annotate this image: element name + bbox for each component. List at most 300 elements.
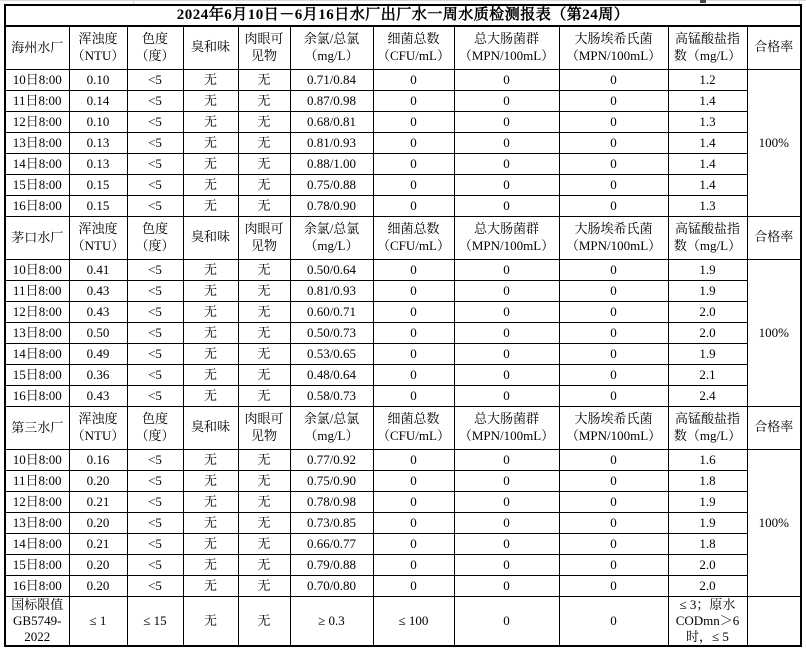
total-coliform-cell: 0 (454, 259, 559, 280)
column-header-visible-matter (238, 406, 290, 449)
total-coliform-cell: 0 (454, 195, 559, 216)
header-label-line: 合格率 (754, 419, 794, 435)
data-row (5, 364, 801, 385)
total-coliform-cell: 0 (454, 322, 559, 343)
data-row (5, 343, 801, 364)
chlorine-cell: 0.78/0.90 (290, 195, 373, 216)
header-label-line: 见物 (250, 427, 277, 443)
odor-cell: 无 (183, 449, 238, 470)
turbidity-cell: 0.15 (69, 195, 127, 216)
chlorine-cell: 0.77/0.92 (290, 449, 373, 470)
column-header-total-coliform (454, 216, 559, 259)
bacteria-cell: 0 (373, 280, 454, 301)
turbidity-cell: 0.43 (69, 301, 127, 322)
data-row (5, 491, 801, 512)
sample-time-cell: 14日8:00 (5, 533, 69, 554)
odor-cell: 无 (183, 322, 238, 343)
header-label-line: 浑浊度 (78, 220, 118, 236)
column-header-pass-rate (747, 406, 801, 449)
odor-cell: 无 (183, 90, 238, 111)
visible-matter-cell: 无 (238, 575, 290, 596)
odor-cell: 无 (183, 491, 238, 512)
pass-rate-cell: 100% (747, 259, 801, 406)
total-coliform-cell: 0 (454, 69, 559, 90)
turbidity-cell: 0.20 (69, 470, 127, 491)
total-coliform-cell: 0 (454, 364, 559, 385)
color-cell: <5 (127, 343, 183, 364)
color-cell: <5 (127, 575, 183, 596)
sample-time-cell: 14日8:00 (5, 153, 69, 174)
header-label-line: 细菌总数 (387, 410, 440, 426)
sample-time-cell: 11日8:00 (5, 90, 69, 111)
turbidity-cell: 0.43 (69, 385, 127, 406)
header-label-line: 见物 (250, 237, 277, 253)
total-coliform-cell: 0 (454, 153, 559, 174)
chlorine-cell: 0.70/0.80 (290, 575, 373, 596)
visible-matter-cell: 无 (238, 470, 290, 491)
sample-time-cell: 12日8:00 (5, 111, 69, 132)
bacteria-cell: 0 (373, 491, 454, 512)
column-header-turbidity (69, 406, 127, 449)
chlorine-cell: 0.60/0.71 (290, 301, 373, 322)
ecoli-cell: 0 (559, 554, 668, 575)
limit-value-cell: ≤ 100 (373, 596, 454, 646)
bacteria-cell: 0 (373, 174, 454, 195)
permanganate-cell: 2.0 (668, 575, 747, 596)
ecoli-cell: 0 (559, 111, 668, 132)
header-label-line: 肉眼可 (244, 410, 284, 426)
color-cell: <5 (127, 153, 183, 174)
turbidity-cell: 0.15 (69, 174, 127, 195)
header-label-line: 肉眼可 (244, 30, 284, 46)
limit-label-line: GB5749- (13, 612, 62, 628)
ecoli-cell: 0 (559, 174, 668, 195)
header-label-line: 臭和味 (190, 229, 230, 245)
header-label-line: 细菌总数 (387, 220, 440, 236)
header-label-line: （mg/L） (304, 237, 359, 253)
color-cell: <5 (127, 322, 183, 343)
column-header-ecoli (559, 216, 668, 259)
section-header-row (5, 26, 801, 70)
odor-cell: 无 (183, 364, 238, 385)
permanganate-cell: 2.0 (668, 554, 747, 575)
limit-permanganate-cell (668, 596, 747, 646)
data-row (5, 449, 801, 470)
total-coliform-cell: 0 (454, 90, 559, 111)
ecoli-cell: 0 (559, 385, 668, 406)
turbidity-cell: 0.41 (69, 259, 127, 280)
column-header-total-coliform (454, 26, 559, 70)
report-title: 2024年6月10日－6月16日水厂出厂水一周水质检测报表（第24周） (5, 5, 801, 26)
data-row (5, 280, 801, 301)
header-label-line: 高锰酸盐指 (674, 410, 740, 426)
total-coliform-cell: 0 (454, 280, 559, 301)
ecoli-cell: 0 (559, 449, 668, 470)
visible-matter-cell: 无 (238, 533, 290, 554)
sample-time-cell: 13日8:00 (5, 512, 69, 533)
bacteria-cell: 0 (373, 153, 454, 174)
bacteria-cell: 0 (373, 322, 454, 343)
color-cell: <5 (127, 280, 183, 301)
visible-matter-cell: 无 (238, 153, 290, 174)
data-row (5, 533, 801, 554)
color-cell: <5 (127, 132, 183, 153)
limit-value-cell: ≥ 0.3 (290, 596, 373, 646)
sample-time-cell: 11日8:00 (5, 470, 69, 491)
header-label-line: （CFU/mL） (377, 47, 450, 63)
visible-matter-cell: 无 (238, 491, 290, 512)
column-header-bacteria (373, 26, 454, 70)
visible-matter-cell: 无 (238, 111, 290, 132)
color-cell: <5 (127, 174, 183, 195)
column-header-turbidity (69, 216, 127, 259)
color-cell: <5 (127, 195, 183, 216)
limit-permanganate-line: ≤ 3；原水 (679, 597, 736, 613)
ecoli-cell: 0 (559, 575, 668, 596)
header-label-line: 大肠埃希氏菌 (574, 410, 653, 426)
sample-time-cell: 12日8:00 (5, 301, 69, 322)
limit-value-cell: 0 (454, 596, 559, 646)
chlorine-cell: 0.88/1.00 (290, 153, 373, 174)
chlorine-cell: 0.66/0.77 (290, 533, 373, 554)
bacteria-cell: 0 (373, 575, 454, 596)
column-header-pass-rate (747, 216, 801, 259)
turbidity-cell: 0.36 (69, 364, 127, 385)
bacteria-cell: 0 (373, 449, 454, 470)
limit-pass-rate-cell (747, 596, 801, 646)
odor-cell: 无 (183, 153, 238, 174)
ecoli-cell: 0 (559, 343, 668, 364)
sample-time-cell: 12日8:00 (5, 491, 69, 512)
sample-time-cell: 14日8:00 (5, 343, 69, 364)
header-label-line: （CFU/mL） (377, 427, 450, 443)
pass-rate-cell: 100% (747, 69, 801, 216)
column-header-color (127, 406, 183, 449)
visible-matter-cell: 无 (238, 69, 290, 90)
total-coliform-cell: 0 (454, 512, 559, 533)
header-label-line: 数（mg/L） (673, 427, 742, 443)
limit-label-line: 国标限值 (11, 597, 64, 613)
header-label-line: （度） (135, 237, 175, 253)
visible-matter-cell: 无 (238, 259, 290, 280)
data-row (5, 322, 801, 343)
total-coliform-cell: 0 (454, 449, 559, 470)
column-header-pass-rate (747, 26, 801, 70)
ecoli-cell: 0 (559, 301, 668, 322)
plant-name-cell: 茅口水厂 (5, 216, 69, 259)
header-label-line: （MPN/100mL） (458, 427, 555, 443)
odor-cell: 无 (183, 174, 238, 195)
ecoli-cell: 0 (559, 280, 668, 301)
header-label-line: 见物 (250, 47, 277, 63)
chlorine-cell: 0.50/0.64 (290, 259, 373, 280)
chlorine-cell: 0.71/0.84 (290, 69, 373, 90)
sample-time-cell: 10日8:00 (5, 449, 69, 470)
data-row (5, 111, 801, 132)
permanganate-cell: 1.8 (668, 533, 747, 554)
sample-time-cell: 13日8:00 (5, 322, 69, 343)
column-header-turbidity (69, 26, 127, 70)
color-cell: <5 (127, 90, 183, 111)
sample-time-cell: 15日8:00 (5, 364, 69, 385)
visible-matter-cell: 无 (238, 280, 290, 301)
visible-matter-cell: 无 (238, 343, 290, 364)
column-header-bacteria (373, 216, 454, 259)
color-cell: <5 (127, 491, 183, 512)
header-label-line: 大肠埃希氏菌 (574, 30, 653, 46)
bacteria-cell: 0 (373, 90, 454, 111)
limit-permanganate-line: 时，≤ 5 (686, 628, 729, 644)
data-row (5, 132, 801, 153)
color-cell: <5 (127, 111, 183, 132)
turbidity-cell: 0.16 (69, 449, 127, 470)
column-header-visible-matter (238, 216, 290, 259)
color-cell: <5 (127, 533, 183, 554)
bacteria-cell: 0 (373, 69, 454, 90)
total-coliform-cell: 0 (454, 470, 559, 491)
permanganate-cell: 2.0 (668, 301, 747, 322)
bacteria-cell: 0 (373, 343, 454, 364)
turbidity-cell: 0.21 (69, 491, 127, 512)
odor-cell: 无 (183, 280, 238, 301)
column-header-bacteria (373, 406, 454, 449)
column-header-odor (183, 406, 238, 449)
bacteria-cell: 0 (373, 195, 454, 216)
header-label-line: （NTU） (71, 237, 125, 253)
header-label-line: （CFU/mL） (377, 237, 450, 253)
sample-time-cell: 11日8:00 (5, 280, 69, 301)
header-label-line: 余氯/总氯 (303, 30, 360, 46)
ecoli-cell: 0 (559, 90, 668, 111)
color-cell: <5 (127, 449, 183, 470)
header-label-line: （MPN/100mL） (458, 47, 555, 63)
limit-permanganate-line: CODmn＞6 (675, 612, 740, 628)
color-cell: <5 (127, 554, 183, 575)
column-header-chlorine (290, 406, 373, 449)
text-fragment-artifact (700, 0, 706, 3)
header-label-line: 总大肠菌群 (473, 30, 539, 46)
header-label-line: （MPN/100mL） (458, 237, 555, 253)
turbidity-cell: 0.10 (69, 111, 127, 132)
data-row (5, 512, 801, 533)
ecoli-cell: 0 (559, 195, 668, 216)
limit-value-cell: ≤ 1 (69, 596, 127, 646)
plant-name-cell: 第三水厂 (5, 406, 69, 449)
section-header-row (5, 216, 801, 259)
data-row (5, 153, 801, 174)
odor-cell: 无 (183, 575, 238, 596)
total-coliform-cell: 0 (454, 575, 559, 596)
header-label-line: 大肠埃希氏菌 (574, 220, 653, 236)
visible-matter-cell: 无 (238, 554, 290, 575)
data-row (5, 195, 801, 216)
chlorine-cell: 0.75/0.90 (290, 470, 373, 491)
visible-matter-cell: 无 (238, 322, 290, 343)
chlorine-cell: 0.68/0.81 (290, 111, 373, 132)
visible-matter-cell: 无 (238, 174, 290, 195)
column-header-chlorine (290, 216, 373, 259)
visible-matter-cell: 无 (238, 195, 290, 216)
header-label-line: （NTU） (71, 47, 125, 63)
data-row (5, 301, 801, 322)
chlorine-cell: 0.78/0.98 (290, 491, 373, 512)
header-label-line: 浑浊度 (78, 30, 118, 46)
odor-cell: 无 (183, 69, 238, 90)
column-header-chlorine (290, 26, 373, 70)
turbidity-cell: 0.13 (69, 132, 127, 153)
turbidity-cell: 0.50 (69, 322, 127, 343)
sample-time-cell: 16日8:00 (5, 575, 69, 596)
data-row (5, 259, 801, 280)
header-label-line: 总大肠菌群 (473, 410, 539, 426)
color-cell: <5 (127, 364, 183, 385)
gridline-artifact-top (0, 0, 806, 1)
permanganate-cell: 1.9 (668, 280, 747, 301)
odor-cell: 无 (183, 195, 238, 216)
bacteria-cell: 0 (373, 512, 454, 533)
permanganate-cell: 1.4 (668, 90, 747, 111)
chlorine-cell: 0.79/0.88 (290, 554, 373, 575)
header-label-line: （度） (135, 47, 175, 63)
chlorine-cell: 0.53/0.65 (290, 343, 373, 364)
bacteria-cell: 0 (373, 385, 454, 406)
visible-matter-cell: 无 (238, 512, 290, 533)
limit-value-cell: ≤ 15 (127, 596, 183, 646)
permanganate-cell: 2.0 (668, 322, 747, 343)
bacteria-cell: 0 (373, 111, 454, 132)
ecoli-cell: 0 (559, 259, 668, 280)
sample-time-cell: 13日8:00 (5, 132, 69, 153)
turbidity-cell: 0.14 (69, 90, 127, 111)
header-label-line: （mg/L） (304, 47, 359, 63)
column-header-permanganate (668, 406, 747, 449)
column-header-permanganate (668, 26, 747, 70)
header-label-line: （mg/L） (304, 427, 359, 443)
turbidity-cell: 0.20 (69, 554, 127, 575)
odor-cell: 无 (183, 259, 238, 280)
color-cell: <5 (127, 69, 183, 90)
chlorine-cell: 0.81/0.93 (290, 280, 373, 301)
total-coliform-cell: 0 (454, 554, 559, 575)
header-label-line: 臭和味 (190, 39, 230, 55)
bacteria-cell: 0 (373, 132, 454, 153)
header-label-line: 浑浊度 (78, 410, 118, 426)
turbidity-cell: 0.43 (69, 280, 127, 301)
permanganate-cell: 1.4 (668, 132, 747, 153)
header-label-line: （MPN/100mL） (565, 427, 662, 443)
data-row (5, 69, 801, 90)
data-row (5, 554, 801, 575)
column-header-ecoli (559, 406, 668, 449)
header-label-line: 高锰酸盐指 (674, 220, 740, 236)
chlorine-cell: 0.48/0.64 (290, 364, 373, 385)
bacteria-cell: 0 (373, 533, 454, 554)
header-label-line: 余氯/总氯 (303, 220, 360, 236)
odor-cell: 无 (183, 385, 238, 406)
permanganate-cell: 1.3 (668, 111, 747, 132)
ecoli-cell: 0 (559, 322, 668, 343)
column-header-visible-matter (238, 26, 290, 70)
header-label-line: （MPN/100mL） (565, 47, 662, 63)
header-label-line: 数（mg/L） (673, 47, 742, 63)
ecoli-cell: 0 (559, 470, 668, 491)
odor-cell: 无 (183, 533, 238, 554)
total-coliform-cell: 0 (454, 174, 559, 195)
permanganate-cell: 1.9 (668, 259, 747, 280)
odor-cell: 无 (183, 512, 238, 533)
sample-time-cell: 15日8:00 (5, 174, 69, 195)
odor-cell: 无 (183, 301, 238, 322)
total-coliform-cell: 0 (454, 491, 559, 512)
water-quality-report-table (4, 4, 802, 647)
ecoli-cell: 0 (559, 69, 668, 90)
header-label-line: 色度 (141, 220, 168, 236)
total-coliform-cell: 0 (454, 385, 559, 406)
turbidity-cell: 0.13 (69, 153, 127, 174)
visible-matter-cell: 无 (238, 449, 290, 470)
limit-label-cell (5, 596, 69, 646)
limit-value-cell: 无 (238, 596, 290, 646)
permanganate-cell: 1.9 (668, 343, 747, 364)
limit-value-cell: 无 (183, 596, 238, 646)
permanganate-cell: 1.2 (668, 69, 747, 90)
title-row (5, 5, 801, 26)
column-header-color (127, 26, 183, 70)
ecoli-cell: 0 (559, 512, 668, 533)
chlorine-cell: 0.50/0.73 (290, 322, 373, 343)
bacteria-cell: 0 (373, 301, 454, 322)
permanganate-cell: 1.9 (668, 491, 747, 512)
permanganate-cell: 1.6 (668, 449, 747, 470)
permanganate-cell: 1.3 (668, 195, 747, 216)
limit-value-cell: 0 (559, 596, 668, 646)
odor-cell: 无 (183, 470, 238, 491)
turbidity-cell: 0.10 (69, 69, 127, 90)
data-row (5, 470, 801, 491)
total-coliform-cell: 0 (454, 301, 559, 322)
bacteria-cell: 0 (373, 364, 454, 385)
color-cell: <5 (127, 385, 183, 406)
permanganate-cell: 1.4 (668, 153, 747, 174)
color-cell: <5 (127, 512, 183, 533)
odor-cell: 无 (183, 554, 238, 575)
bacteria-cell: 0 (373, 259, 454, 280)
column-header-ecoli (559, 26, 668, 70)
sample-time-cell: 10日8:00 (5, 69, 69, 90)
chlorine-cell: 0.87/0.98 (290, 90, 373, 111)
header-label-line: （MPN/100mL） (565, 237, 662, 253)
turbidity-cell: 0.20 (69, 575, 127, 596)
sample-time-cell: 15日8:00 (5, 554, 69, 575)
data-row (5, 174, 801, 195)
total-coliform-cell: 0 (454, 343, 559, 364)
total-coliform-cell: 0 (454, 111, 559, 132)
chlorine-cell: 0.73/0.85 (290, 512, 373, 533)
ecoli-cell: 0 (559, 533, 668, 554)
turbidity-cell: 0.21 (69, 533, 127, 554)
sample-time-cell: 10日8:00 (5, 259, 69, 280)
odor-cell: 无 (183, 132, 238, 153)
total-coliform-cell: 0 (454, 132, 559, 153)
visible-matter-cell: 无 (238, 132, 290, 153)
header-label-line: 色度 (141, 410, 168, 426)
national-limit-row (5, 596, 801, 646)
header-label-line: 合格率 (754, 229, 794, 245)
visible-matter-cell: 无 (238, 364, 290, 385)
column-header-permanganate (668, 216, 747, 259)
header-label-line: 高锰酸盐指 (674, 30, 740, 46)
column-header-color (127, 216, 183, 259)
